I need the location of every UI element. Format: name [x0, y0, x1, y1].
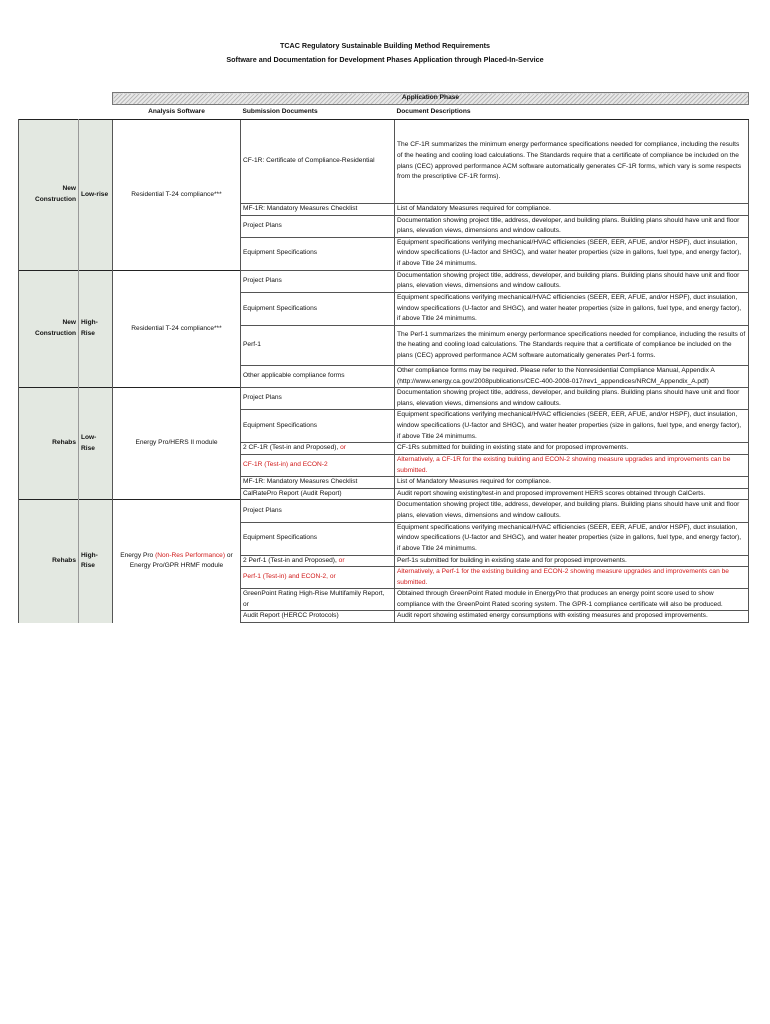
building-rise: Low-Rise — [79, 388, 113, 500]
submission-document — [241, 454, 395, 476]
document-description — [395, 204, 749, 216]
document-name: CF-1R: Certificate of Compliance-Residential — [243, 157, 375, 165]
document-description — [395, 611, 749, 623]
building-rise: High-Rise — [79, 270, 113, 387]
analysis-software — [113, 500, 241, 623]
submission-document — [241, 555, 395, 567]
description-text: Equipment specifications verifying mechanical/HVAC efficiencies (SEER, EER, AFUE, and/or HSPF), duct insulation, window specifications (U-factor and SHGC), and water heater properties (size in gallons, fuel type, and energy factor), if above Title 24 minimums. — [397, 411, 742, 440]
document-description — [395, 567, 749, 589]
document-alt: CF-1R (Test-in) and ECON-2 — [243, 461, 328, 469]
table-row — [19, 120, 749, 204]
page-title: TCAC Regulatory Sustainable Building Method Requirements — [279, 41, 491, 50]
submission-document — [241, 120, 395, 204]
submission-document — [241, 204, 395, 216]
document-name: Equipment Specifications — [243, 422, 318, 430]
software-note: (Non-Res Performance) — [155, 551, 226, 559]
table-row — [19, 500, 749, 522]
document-description — [395, 488, 749, 500]
document-name: GreenPoint Rating High-Rise Multifamily Report, or — [243, 590, 385, 608]
document-name: Other applicable compliance forms — [243, 372, 345, 380]
document-description — [395, 500, 749, 522]
document-name: Equipment Specifications — [243, 534, 318, 542]
document-alt: or — [338, 556, 345, 564]
document-name: MF-1R: Mandatory Measures Checklist — [243, 205, 358, 212]
construction-type: Rehabs — [19, 500, 79, 623]
submission-document — [241, 365, 395, 387]
description-text: Perf-1s submitted for building in existing state and for proposed improvements. — [397, 556, 627, 564]
software-text: Residential T-24 compliance*** — [131, 190, 222, 198]
software-text: Energy Pro — [120, 551, 156, 559]
document-name: Equipment Specifications — [243, 249, 318, 257]
document-description — [395, 292, 749, 325]
table-body — [19, 120, 749, 623]
page-subtitle: Software and Documentation for Development Phases Application through Placed-In-Service — [226, 55, 544, 64]
construction-type: Rehabs — [19, 388, 79, 500]
description-text: List of Mandatory Measures required for compliance. — [397, 205, 551, 212]
submission-document — [241, 488, 395, 500]
description-text: Documentation showing project title, address, developer, and building plans. Building plans should have unit and floor plans, elevation views, dimensions and window callouts. — [397, 501, 740, 519]
document-alt: Perf-1 (Test-in) and ECON-2, or — [243, 573, 336, 581]
software-text: Residential T-24 compliance*** — [131, 324, 222, 332]
document-description — [395, 443, 749, 455]
analysis-software — [113, 388, 241, 500]
document-description — [395, 325, 749, 365]
description-text: Obtained through GreenPoint Rated module in EnergyPro that produces an energy point score used to show compliance with the GreenPoint Rated scoring system. The GPR-1 compliance certificate will also be produced. — [397, 590, 723, 608]
description-text: Audit report showing estimated energy consumptions with existing measures and proposed improvements. — [397, 612, 708, 620]
submission-document — [241, 215, 395, 237]
description-text: Documentation showing project title, address, developer, and building plans. Building plans should have unit and floor plans, elevation views, dimensions and window callouts. — [397, 216, 740, 235]
building-rise: High-Rise — [79, 500, 113, 623]
submission-document — [241, 410, 395, 443]
description-text: Other compliance forms may be required. Please refer to the Nonresidential Compliance Manual, Appendix A (http://www.energy.ca.gov/2008publications/CEC-400-2008-017/rev1_appendices/NRCM_Appendix_A.pdf) — [397, 366, 715, 385]
document-description — [395, 388, 749, 410]
software-text-tail: or Energy Pro/GPR HRMF module — [129, 551, 233, 570]
submission-document — [241, 500, 395, 522]
description-text: List of Mandatory Measures required for compliance. — [397, 478, 551, 486]
analysis-software-header: Analysis Software — [113, 105, 241, 120]
submission-document — [241, 270, 395, 292]
description-text: Equipment specifications verifying mechanical/HVAC efficiencies (SEER, EER, AFUE, and/or HSPF), duct insulation, window specifications (U-factor and SHGC), and water heater properties (size in gallons, fuel type, and energy factor), if above Title 24 minimums. — [397, 238, 742, 268]
description-alt: Alternatively, a Perf-1 for the existing building and ECON-2 showing measure upgrades and improvements can be submitted. — [397, 568, 729, 586]
document-name: 2 Perf-1 (Test-in and Proposed), — [243, 556, 339, 564]
description-alt: Alternatively, a CF-1R for the existing building and ECON-2 showing measure upgrades and improvements can be submitted. — [397, 455, 731, 474]
document-descriptions-header: Document Descriptions — [395, 105, 749, 120]
submission-document — [241, 611, 395, 623]
analysis-software — [113, 120, 241, 271]
document-description — [395, 215, 749, 237]
table-row — [19, 270, 749, 292]
document-description — [395, 120, 749, 204]
document-description — [395, 522, 749, 555]
document-name: MF-1R: Mandatory Measures Checklist — [243, 478, 358, 486]
document-alt: or — [340, 444, 346, 452]
submission-document — [241, 522, 395, 555]
submission-document — [241, 292, 395, 325]
description-text: Documentation showing project title, address, developer, and building plans. Building plans should have unit and floor plans, elevation views, dimensions and window callouts. — [397, 271, 740, 290]
document-description — [395, 237, 749, 270]
document-name: Project Plans — [243, 506, 282, 514]
analysis-software — [113, 270, 241, 387]
building-rise: Low-rise — [79, 120, 113, 271]
submission-document — [241, 477, 395, 489]
submission-document — [241, 567, 395, 589]
table-row — [19, 388, 749, 410]
submission-document — [241, 325, 395, 365]
submission-document — [241, 443, 395, 455]
submission-document — [241, 589, 395, 611]
document-name: Audit Report (HERCC Protocols) — [243, 612, 339, 620]
document-description — [395, 477, 749, 489]
document-name: CalRatePro Report (Audit Report) — [243, 489, 342, 497]
document-description — [395, 270, 749, 292]
document-name: Equipment Specifications — [243, 304, 318, 312]
document-description — [395, 365, 749, 387]
document-name: Perf-1 — [243, 341, 261, 349]
requirements-table — [18, 92, 749, 623]
submission-document — [241, 388, 395, 410]
document-description — [395, 454, 749, 476]
description-text: CF-1Rs submitted for building in existing state and for proposed improvements. — [397, 444, 629, 452]
description-text: The CF-1R summarizes the minimum energy performance specifications needed for compliance, including the results of the heating and cooling load calculations. The Standards require that a certificate of compliance be included on the plans (CEC) approved performance ACM software automatically generates CF-1R forms, which vary is some respects from the prescriptive CF-1R forms). — [397, 141, 742, 181]
description-text: Equipment specifications verifying mechanical/HVAC efficiencies (SEER, EER, AFUE, and/or HSPF), duct insulation, window specifications (U-factor and SHGC), and water heater properties (size in gallons, fuel type, and energy factor), if above Title 24 minimums. — [397, 523, 742, 552]
software-text: Energy Pro/HERS II module — [135, 439, 218, 447]
document-description — [395, 410, 749, 443]
construction-type: New Construction — [19, 120, 79, 271]
document-name: Project Plans — [243, 394, 282, 402]
description-text: Equipment specifications verifying mechanical/HVAC efficiencies (SEER, EER, AFUE, and/or HSPF), duct insulation, window specifications (U-factor and SHGC), and water heater properties (size in gallons, fuel type, and energy factor), if above Title 24 minimums. — [397, 294, 742, 323]
construction-type: New Construction — [19, 270, 79, 387]
document-name: Project Plans — [243, 221, 282, 229]
document-name: 2 CF-1R (Test-in and Proposed), — [243, 444, 341, 452]
submission-documents-header: Submission Documents — [241, 105, 395, 120]
application-phase-header: Application Phase — [113, 93, 749, 105]
description-text: The Perf-1 summarizes the minimum energy performance specifications needed for compliance, including the results of the heating and cooling load calculations. The Standards require that a certificate of compliance be included on the plans (CEC) approved performance ACM software automatically generates Perf-1 forms. — [397, 330, 746, 359]
submission-document — [241, 237, 395, 270]
document-name: Project Plans — [243, 277, 282, 285]
description-text: Audit report showing existing/test-in and proposed improvement HERS scores obtained through CalCerts. — [397, 489, 706, 497]
description-text: Documentation showing project title, address, developer, and building plans. Building plans should have unit and floor plans, elevation views, dimensions and window callouts. — [397, 389, 740, 407]
document-description — [395, 589, 749, 611]
document-description — [395, 555, 749, 567]
